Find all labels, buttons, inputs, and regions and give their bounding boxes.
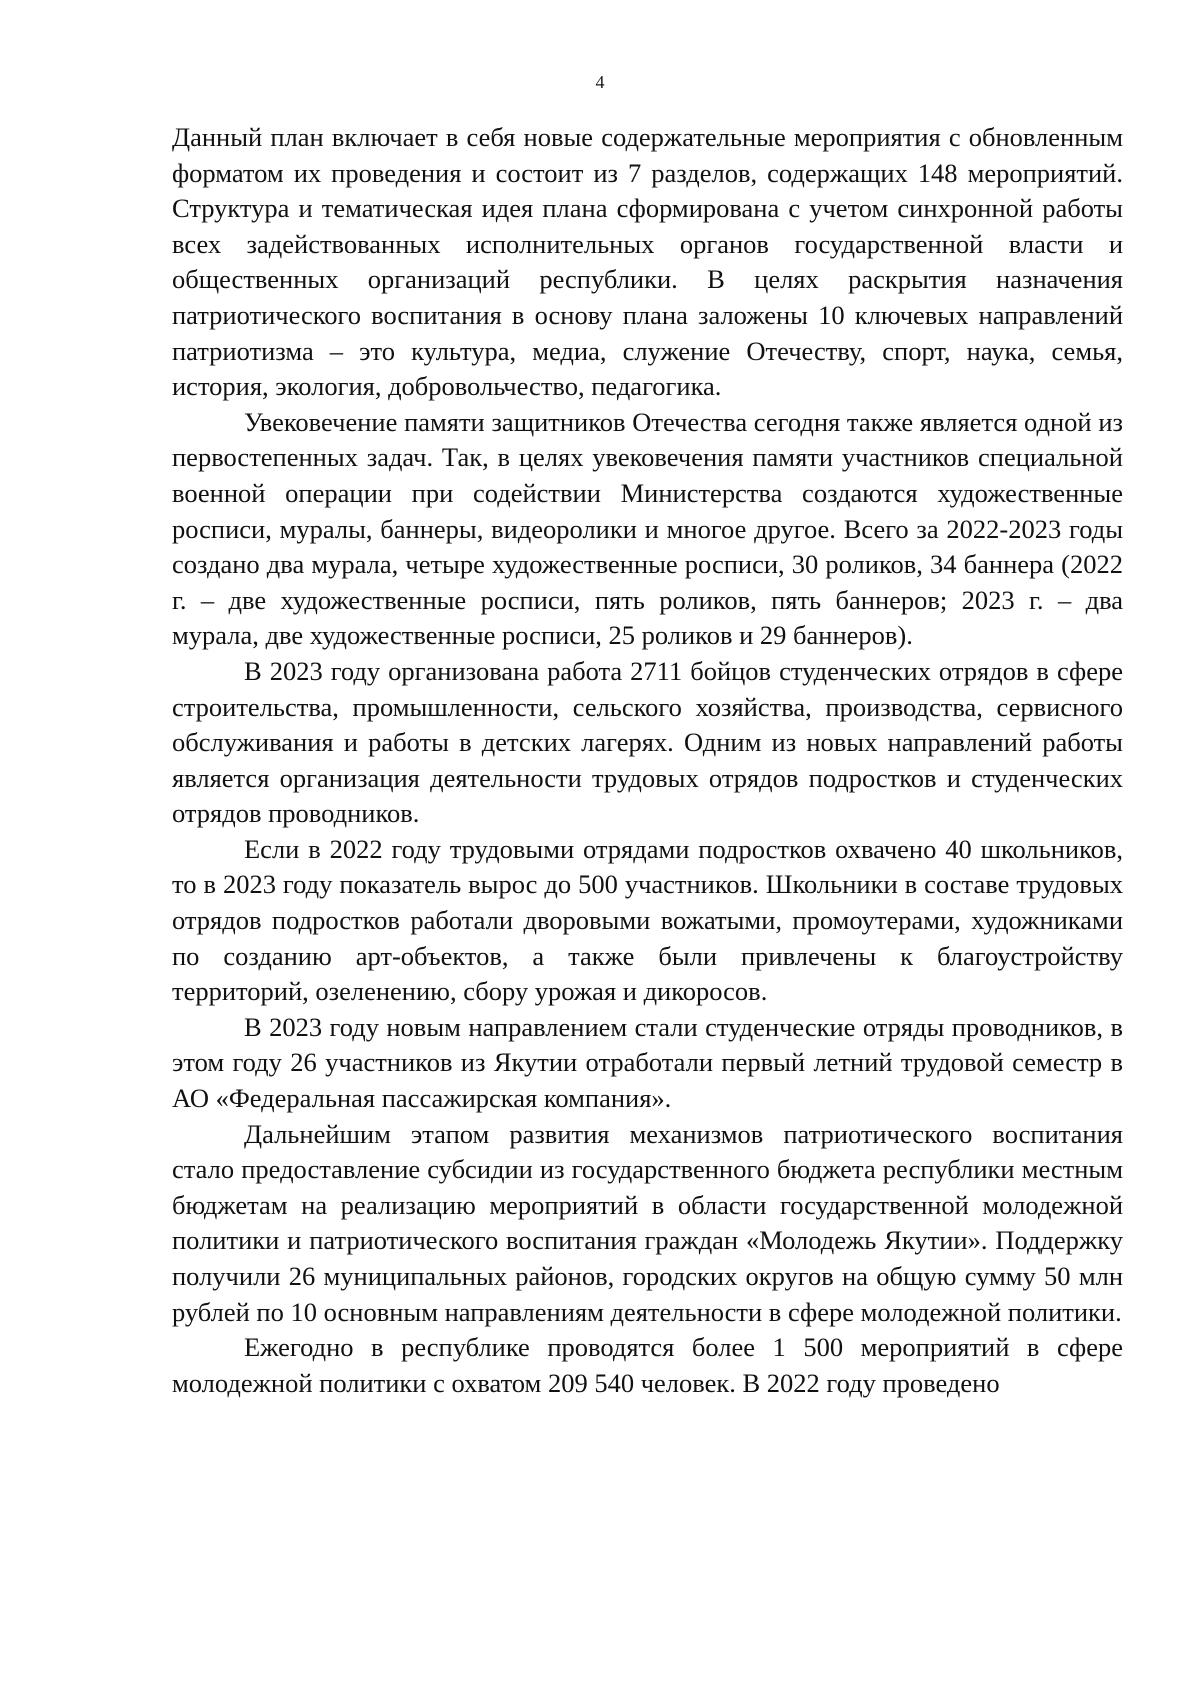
paragraph-plan-description: Данный план включает в себя новые содержательные мероприятия с обновленным форматом их проведения и состоит из 7 разделов, содержащих 148 мероприятий. Структура и тематическая идея плана сформирована с учетом синхронной работы всех задействованных исполнительных органов государственной власти и общественных организаций республики. В целях раскрытия назначения патриотического воспитания в основу плана заложены 10 ключевых направлений патриотизма – это культура, медиа, служение Отечеству, спорт, наука, семья, история, экология, добровольчество, педагогика. xyxy=(172,122,1123,402)
page-number: 4 xyxy=(595,72,605,92)
document-body xyxy=(172,120,1123,1401)
paragraph-subsidy: Дальнейшим этапом развития механизмов патриотического воспитания стало предоставление субсидии из государственного бюджета республики местным бюджетам на реализацию мероприятий в области государственной молодежной политики и патриотического воспитания граждан «Молодежь Якутии». Поддержку получили 26 муниципальных районов, городских округов на общую сумму 50 млн рублей по 10 основным направлениям деятельности в сфере молодежной политики. xyxy=(172,1118,1123,1327)
paragraph-youth-events: Ежегодно в республике проводятся более 1 500 мероприятий в сфере молодежной политики с охватом 209 540 человек. В 2022 году проведено xyxy=(172,1332,1123,1398)
paragraph-teen-labor-brigades: Если в 2022 году трудовыми отрядами подростков охвачено 40 школьников, то в 2023 году показатель вырос до 500 участников. Школьники в составе трудовых отрядов подростков работали дворовыми вожатыми, промоутерами, художниками по созданию арт-объектов, а также были привлечены к благоустройству территорий, озеленению, сбору урожая и дикоросов. xyxy=(172,833,1123,1007)
paragraph-student-brigades: В 2023 году организована работа 2711 бойцов студенческих отрядов в сфере строительства, промышленности, сельского хозяйства, производства, сервисного обслуживания и работы в детских лагерях. Одним из новых направлений работы является организация деятельности трудовых отрядов подростков и студенческих отрядов проводников. xyxy=(172,655,1123,829)
paragraph-memory-defenders: Увековечение памяти защитников Отечества сегодня также является одной из первостепенных задач. Так, в целях увековечения памяти участников специальной военной операции при содействии Министерства создаются художественные росписи, муралы, баннеры, видеоролики и многое другое. Всего за 2022-2023 годы создано два мурала, четыре художественные росписи, 30 роликов, 34 баннера (2022 г. – две художественные росписи, пять роликов, пять баннеров; 2023 г. – два мурала, две художественные росписи, 25 роликов и 29 баннеров). xyxy=(172,406,1123,651)
paragraph-conductor-brigades: В 2023 году новым направлением стали студенческие отряды проводников, в этом году 26 участников из Якутии отработали первый летний трудовой семестр в АО «Федеральная пассажирская компания». xyxy=(172,1011,1123,1114)
